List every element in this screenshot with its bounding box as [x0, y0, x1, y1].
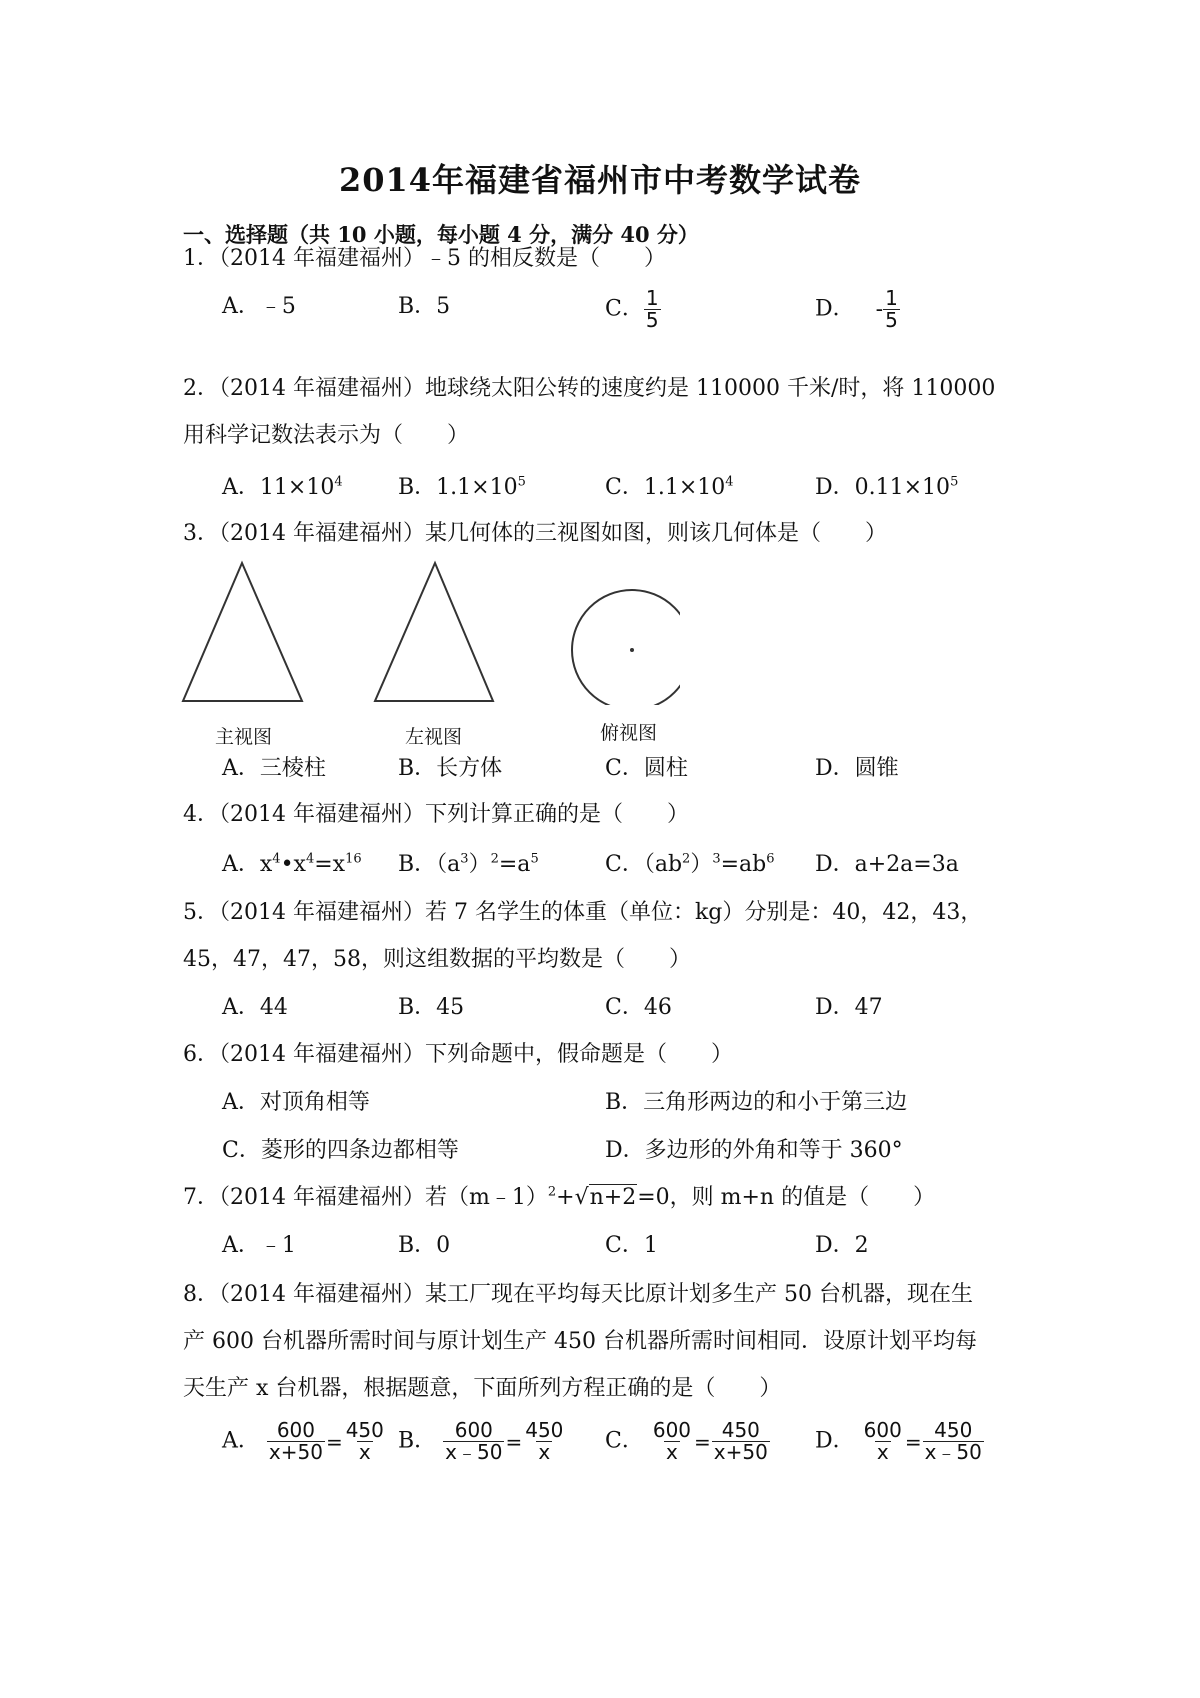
q5-option-a[interactable]: A．44 [222, 995, 288, 1020]
denominator: 5 [645, 308, 659, 332]
q1-option-a[interactable]: A．﹣5 [222, 294, 296, 319]
question-4-stem: 4．（2014 年福建福州）下列计算正确的是（ ） [183, 802, 689, 827]
exponent: 16 [345, 851, 362, 867]
fraction [644, 288, 661, 331]
q4-option-c[interactable] [605, 851, 775, 877]
option-label: C． [605, 1428, 644, 1454]
exponent: 2 [547, 1184, 557, 1200]
q6-option-b[interactable]: B．三角形两边的和小于第三边 [605, 1090, 908, 1115]
exponent: 5 [950, 474, 959, 490]
equation [267, 1420, 386, 1463]
equals-sign: = [505, 1429, 523, 1454]
plus-sign: + [556, 1185, 575, 1210]
exponent: 5 [517, 474, 526, 490]
denominator: x+50 [713, 1440, 768, 1464]
q8-option-c[interactable] [605, 1420, 770, 1463]
numerator: 450 [721, 1418, 760, 1442]
fraction [523, 1420, 565, 1463]
fraction [344, 1420, 386, 1463]
q3-option-c[interactable]: C．圆柱 [605, 756, 688, 781]
figure-label-front-view: 主视图 [215, 726, 273, 748]
q3-option-a[interactable]: A．三棱柱 [222, 756, 326, 781]
option-label: D． [815, 1428, 855, 1454]
exponent: 4 [334, 474, 343, 490]
q1-option-d[interactable] [815, 288, 900, 331]
numerator: 450 [345, 1418, 384, 1442]
option-label: A． [222, 1428, 260, 1454]
numerator: 1 [645, 286, 659, 310]
q2-option-d[interactable] [815, 474, 959, 500]
stem-text: 7．（2014 年福建福州）若（m﹣1） [183, 1185, 548, 1210]
three-view-figure [180, 555, 680, 705]
denominator: x﹣50 [445, 1440, 503, 1464]
option-text: D．0.11×10 [815, 475, 951, 500]
option-text: A．x [222, 852, 273, 877]
fraction [267, 1420, 325, 1463]
denominator: x [666, 1440, 678, 1464]
option-text: C．1.1×10 [605, 475, 726, 500]
fraction [862, 1420, 904, 1463]
question-7-stem [183, 1184, 936, 1210]
denominator: x [876, 1440, 889, 1464]
equals-sign: = [904, 1429, 922, 1454]
numerator: 600 [652, 1418, 692, 1442]
fraction [712, 1420, 770, 1463]
page-title: 2014年福建省福州市中考数学试卷 [338, 161, 862, 199]
exponent: 2 [682, 851, 691, 867]
question-6-stem: 6．（2014 年福建福州）下列命题中，假命题是（ ） [183, 1042, 733, 1067]
q7-option-c[interactable]: C．1 [605, 1233, 658, 1258]
exponent: 4 [272, 851, 281, 867]
option-text: •x [280, 852, 306, 877]
exponent: 2 [490, 851, 499, 867]
equals-sign: = [694, 1429, 711, 1454]
radicand: n+2 [589, 1185, 637, 1210]
q7-option-a[interactable]: A．﹣1 [222, 1233, 296, 1258]
top-view-circle [572, 590, 680, 705]
exponent: 3 [712, 851, 721, 867]
q8-option-a[interactable] [222, 1420, 386, 1463]
q5-option-c[interactable]: C．46 [605, 995, 672, 1020]
option-text: B．（a [398, 852, 461, 877]
q6-option-c[interactable]: C．菱形的四条边都相等 [222, 1138, 459, 1163]
question-5-stem-line-2: 45，47，47，58，则这组数据的平均数是（ ） [183, 947, 691, 972]
numerator: 1 [885, 286, 898, 310]
q5-option-d[interactable]: D．47 [815, 995, 883, 1020]
front-view-triangle [183, 563, 302, 701]
numerator: 450 [525, 1418, 564, 1442]
question-5-stem-line-1: 5．（2014 年福建福州）若 7 名学生的体重（单位：kg）分别是：40，42，43， [183, 900, 983, 925]
question-8-stem-line-1: 8．（2014 年福建福州）某工厂现在平均每天比原计划多生产 50 台机器，现在生 [183, 1282, 973, 1307]
equals-sign: = [325, 1429, 343, 1454]
numerator: 600 [863, 1418, 902, 1442]
fraction [883, 288, 900, 331]
q4-option-b[interactable] [398, 851, 539, 877]
exponent: 5 [530, 851, 539, 867]
denominator: 5 [885, 308, 898, 332]
option-text: C．（ab [605, 852, 683, 877]
exponent: 3 [460, 851, 469, 867]
option-label: B． [398, 1428, 437, 1454]
option-text: ） [690, 852, 713, 877]
fraction [443, 1420, 504, 1463]
section-heading: 一、选择题（共 10 小题，每小题 4 分，满分 40 分） [183, 222, 699, 247]
exponent: 4 [725, 474, 734, 490]
q2-option-a[interactable] [222, 474, 343, 500]
q3-option-d[interactable]: D．圆锥 [815, 756, 899, 781]
question-8-stem-line-2: 产 600 台机器所需时间与原计划生产 450 台机器所需时间相同．设原计划平均每 [183, 1329, 977, 1354]
q8-option-d[interactable] [815, 1420, 984, 1463]
option-text: =a [498, 852, 531, 877]
left-view-triangle [375, 563, 493, 701]
numerator: 450 [934, 1418, 973, 1442]
numerator: 600 [454, 1418, 493, 1442]
minus-sign: - [875, 296, 884, 322]
fraction [923, 1420, 984, 1463]
figure-label-left-view: 左视图 [405, 726, 463, 748]
q6-option-d[interactable]: D．多边形的外角和等于 360° [605, 1138, 903, 1163]
figure-label-top-view: 俯视图 [600, 722, 658, 744]
option-text: A．11×10 [222, 475, 335, 500]
square-root: √n+2 [574, 1185, 637, 1210]
q1-option-b[interactable]: B．5 [398, 294, 451, 319]
option-text: B．1.1×10 [398, 475, 518, 500]
question-1-stem: 1．（2014 年福建福州）﹣5 的相反数是（ ） [183, 246, 666, 271]
q7-option-d[interactable]: D．2 [815, 1233, 869, 1258]
option-text: =ab [720, 852, 767, 877]
q4-option-a[interactable] [222, 851, 362, 877]
q1-option-d-label: D． [815, 296, 855, 322]
q7-option-b[interactable]: B．0 [398, 1233, 451, 1258]
question-2-stem-line-2: 用科学记数法表示为（ ） [183, 423, 470, 448]
q4-option-d[interactable]: D．a+2a=3a [815, 852, 959, 877]
q8-option-b[interactable] [398, 1420, 565, 1463]
q1-option-c[interactable] [605, 288, 661, 331]
numerator: 600 [276, 1418, 315, 1442]
stem-text: =0，则 m+n 的值是（ ） [637, 1185, 936, 1210]
q6-option-a[interactable]: A．对顶角相等 [222, 1090, 370, 1115]
exponent: 6 [766, 851, 775, 867]
question-3-stem: 3．（2014 年福建福州）某几何体的三视图如图，则该几何体是（ ） [183, 521, 887, 546]
equation [443, 1420, 565, 1463]
equation [651, 1420, 770, 1463]
option-text: =x [314, 852, 346, 877]
q2-option-c[interactable] [605, 474, 734, 500]
question-2-stem-line-1: 2．（2014 年福建福州）地球绕太阳公转的速度约是 110000 千米/时，将 110000 [183, 376, 996, 401]
question-8-stem-line-3: 天生产 x 台机器，根据题意，下面所列方程正确的是（ ） [183, 1376, 782, 1401]
denominator: x [538, 1440, 551, 1464]
denominator: x+50 [268, 1440, 323, 1464]
q5-option-b[interactable]: B．45 [398, 995, 465, 1020]
equation [862, 1420, 984, 1463]
q3-option-b[interactable]: B．长方体 [398, 756, 503, 781]
denominator: x﹣50 [924, 1440, 982, 1464]
denominator: x [358, 1440, 371, 1464]
exponent: 4 [305, 851, 315, 867]
option-text: ） [468, 852, 491, 877]
q2-option-b[interactable] [398, 474, 526, 500]
fraction [651, 1420, 693, 1463]
q1-option-c-label: C． [605, 296, 644, 322]
top-view-center-dot [630, 648, 634, 652]
